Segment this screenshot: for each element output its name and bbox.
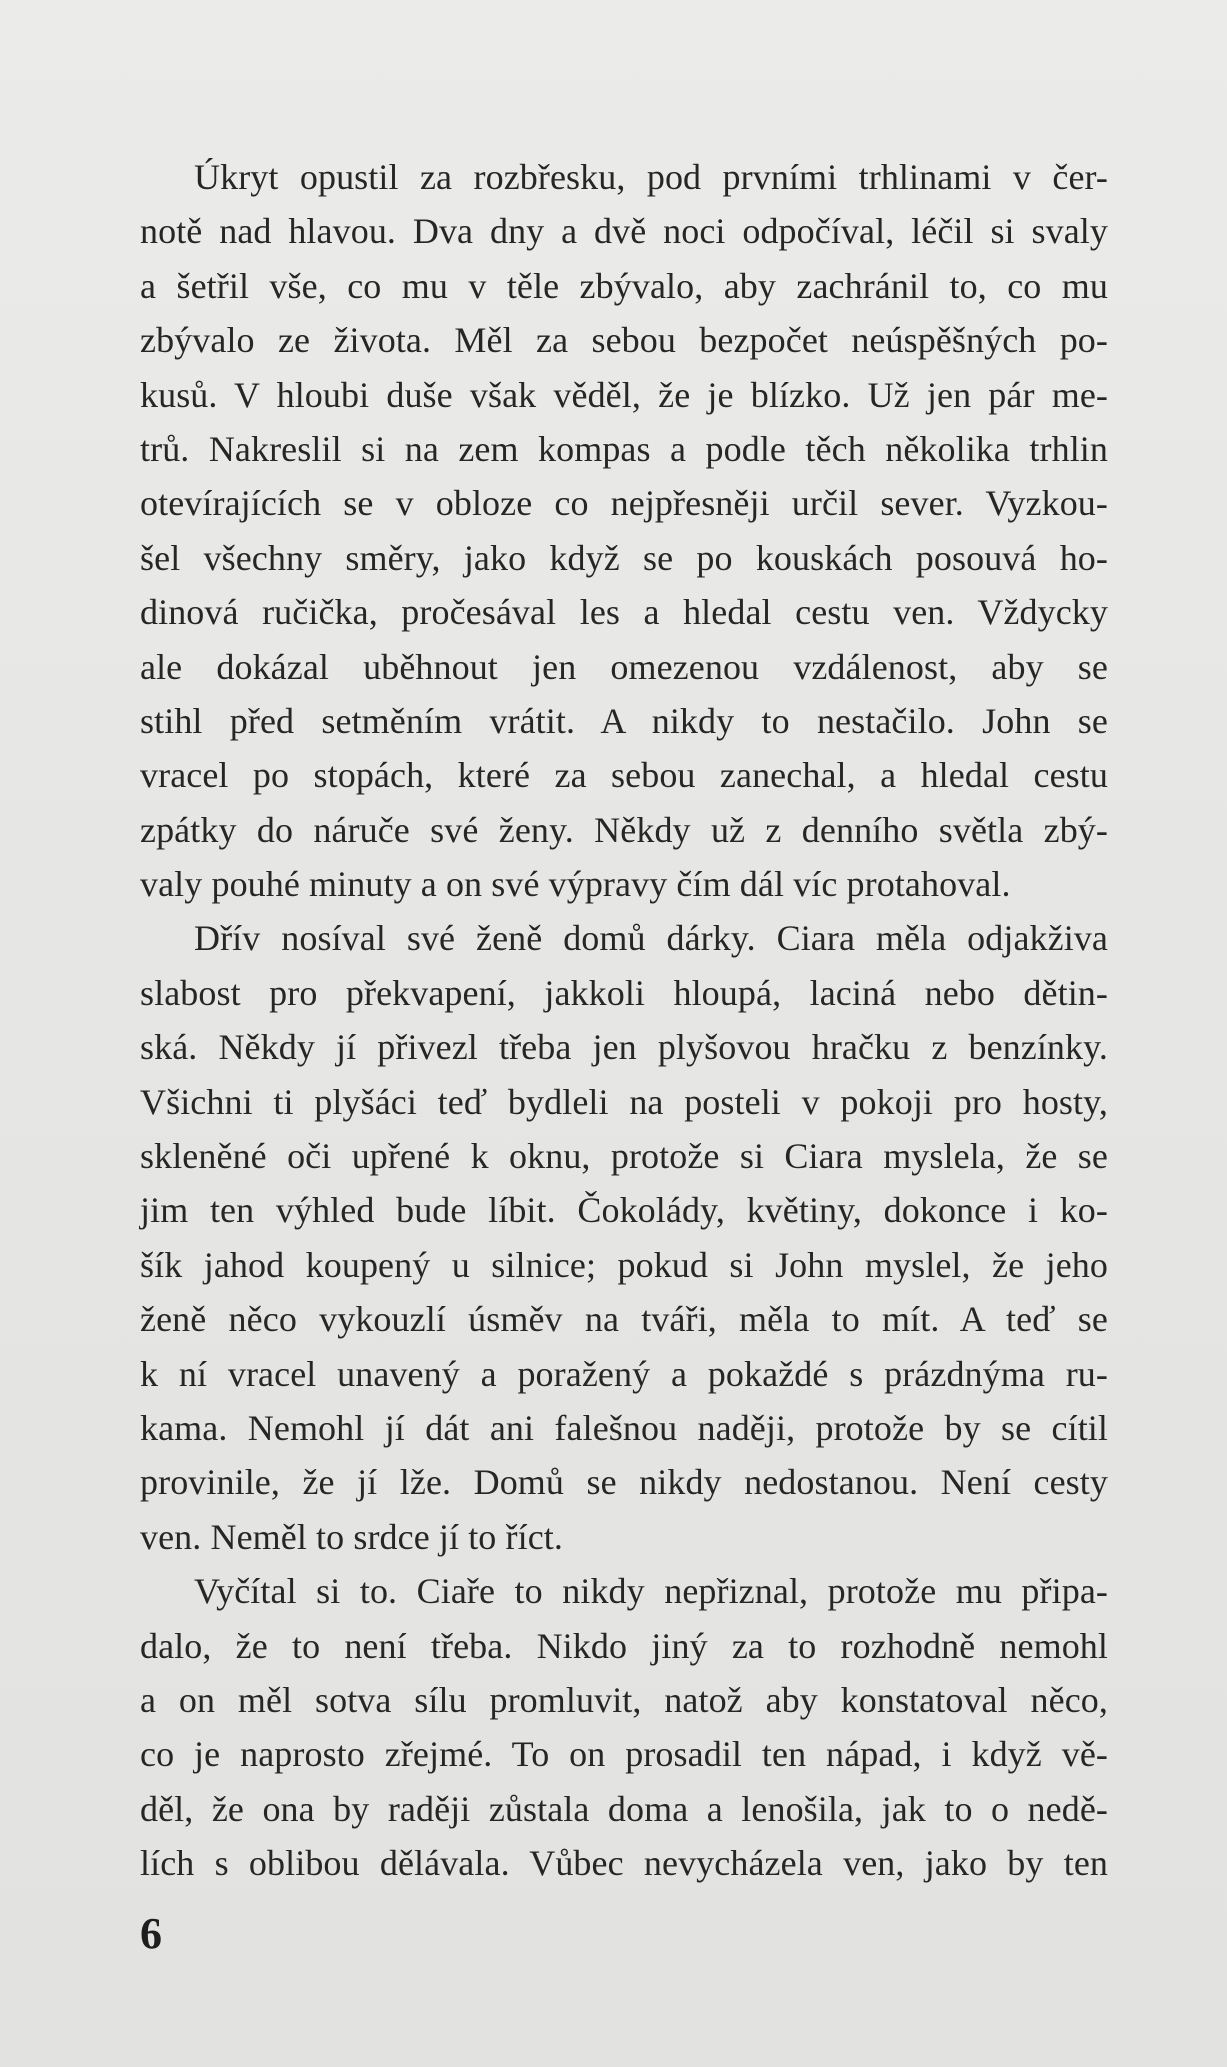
page-number: 6 bbox=[140, 1909, 162, 1958]
text-line: trů. Nakreslil si na zem kompas a podle těch několika trhlin bbox=[140, 428, 1108, 469]
text-line: jim ten výhled bude líbit. Čokolády, květiny, dokonce i ko- bbox=[140, 1190, 1108, 1231]
text-line: notě nad hlavou. Dva dny a dvě noci odpočíval, léčil si svaly bbox=[140, 211, 1108, 252]
text-line: ženě něco vykouzlí úsměv na tváři, měla to mít. A teď se bbox=[140, 1299, 1108, 1340]
text-line: k ní vracel unavený a poražený a pokaždé s prázdnýma ru- bbox=[140, 1353, 1108, 1394]
text-line: zpátky do náruče své ženy. Někdy už z denního světla zbý- bbox=[140, 809, 1108, 850]
text-line: Úkryt opustil za rozbřesku, pod prvními trhlinami v čer- bbox=[194, 157, 1108, 197]
text-line: valy pouhé minuty a on své výpravy čím dál víc protahoval. bbox=[140, 864, 1011, 905]
text-line: a on měl sotva sílu promluvit, natož aby konstatoval něco, bbox=[140, 1679, 1108, 1720]
text-line: dalo, že to není třeba. Nikdo jiný za to rozhodně nemohl bbox=[140, 1625, 1108, 1666]
body-text bbox=[140, 150, 1108, 1891]
text-line: kusů. V hloubi duše však věděl, že je blízko. Už jen pár me- bbox=[140, 374, 1108, 415]
text-line: Dřív nosíval své ženě domů dárky. Ciara měla odjakživa bbox=[194, 918, 1108, 959]
text-line: lích s oblibou dělávala. Vůbec nevycházela ven, jako by ten bbox=[140, 1843, 1108, 1884]
text-line: slabost pro překvapení, jakkoli hloupá, laciná nebo dětin- bbox=[140, 972, 1108, 1013]
text-line: dinová ručička, pročesával les a hledal cestu ven. Vždycky bbox=[140, 592, 1108, 633]
paragraph bbox=[140, 1564, 1108, 1890]
text-line: stihl před setměním vrátit. A nikdy to nestačilo. John se bbox=[140, 700, 1108, 741]
text-line: Vyčítal si to. Ciaře to nikdy nepřiznal, protože mu připa- bbox=[194, 1571, 1108, 1612]
text-line: ská. Někdy jí přivezl třeba jen plyšovou hračku z benzínky. bbox=[140, 1027, 1108, 1068]
text-line: a šetřil vše, co mu v těle zbývalo, aby zachránil to, co mu bbox=[140, 265, 1108, 306]
text-line: ven. Neměl to srdce jí to říct. bbox=[140, 1516, 563, 1557]
text-line: co je naprosto zřejmé. To on prosadil ten nápad, i když vě- bbox=[140, 1734, 1108, 1775]
paragraph bbox=[140, 150, 1108, 911]
text-line: provinile, že jí lže. Domů se nikdy nedostanou. Není cesty bbox=[140, 1462, 1108, 1503]
text-line: šík jahod koupený u silnice; pokud si John myslel, že jeho bbox=[140, 1244, 1108, 1285]
text-line: vracel po stopách, které za sebou zanechal, a hledal cestu bbox=[140, 755, 1108, 796]
text-line: kama. Nemohl jí dát ani falešnou naději, protože by se cítil bbox=[140, 1407, 1108, 1448]
text-line: šel všechny směry, jako když se po kouskách posouvá ho- bbox=[140, 537, 1108, 578]
paragraph bbox=[140, 911, 1108, 1564]
text-line: skleněné oči upřené k oknu, protože si Ciara myslela, že se bbox=[140, 1136, 1108, 1177]
text-line: Všichni ti plyšáci teď bydleli na posteli v pokoji pro hosty, bbox=[140, 1081, 1108, 1122]
text-line: otevírajících se v obloze co nejpřesněji určil sever. Vyzkou- bbox=[140, 483, 1108, 524]
text-line: děl, že ona by raději zůstala doma a lenošila, jak to o nedě- bbox=[140, 1788, 1108, 1829]
text-line: ale dokázal uběhnout jen omezenou vzdálenost, aby se bbox=[140, 646, 1108, 687]
text-line: zbývalo ze života. Měl za sebou bezpočet neúspěšných po- bbox=[140, 320, 1108, 361]
